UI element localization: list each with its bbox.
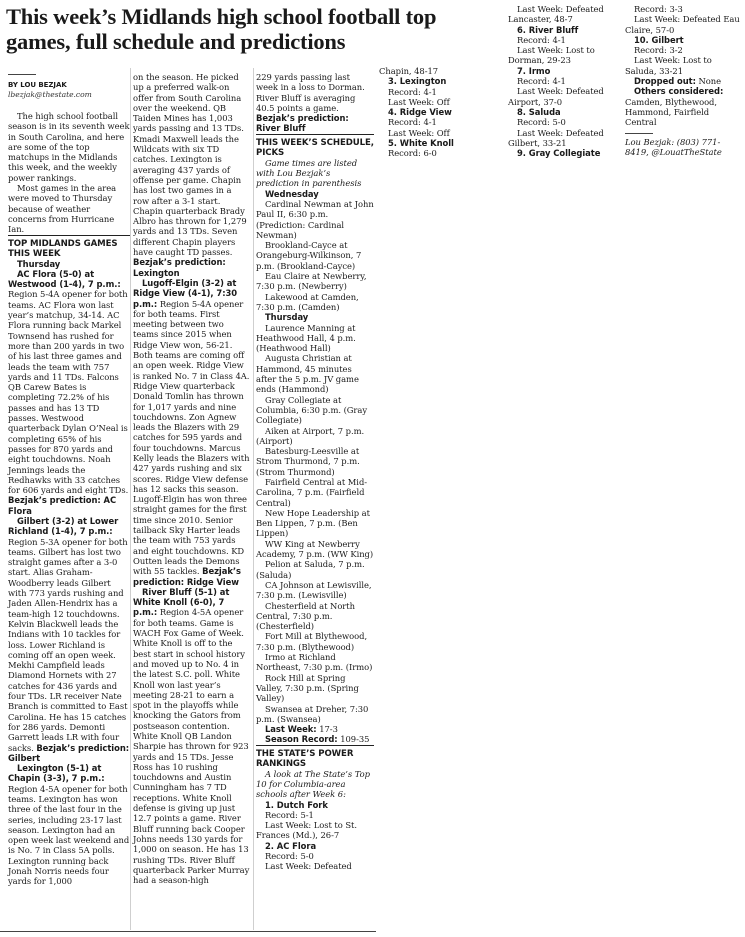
rank-team: 6. River Bluff	[517, 24, 579, 35]
game-body: Region 4-5A opener for both teams. Lexington has won three of the last four in the series, including 23-17 last season. Lexington had an open week last weekend and is No. 7 in Class 5A polls. Lexington running back Jonah Norris needs four yards for 1,000	[8, 783, 130, 887]
season-label: Season Record:	[265, 734, 338, 745]
power-rankings-heading: THE STATE’S POWER RANKINGS	[256, 745, 374, 769]
schedule-item: Fairfield Central at Mid-Carolina, 7 p.m. (Fairfield Central)	[256, 476, 368, 508]
game-prediction: Bezjak’s prediction: Ridge View	[133, 566, 241, 587]
game-heading: AC Flora (5-0) at Westwood (1-4), 7 p.m.:	[8, 268, 121, 290]
game-body: on the season. He picked up a preferred walk-on offer from South Carolina over the weekend. QB Taiden Mines has 1,003 yards passing and 13 TDs. Kmadi Maxwell leads the Wildcats with six TD catches. Lexington is averaging 437 yards of offense per game. Chapin has lost two games in a row after a 3-1 start. Chapin quarterback Brady Albro has thrown for 1,279 yards and 13 TDs. Seven different Chapin players have caught TD passes.	[133, 72, 247, 258]
schedule-item: Irmo at Richland Northeast, 7:30 p.m. (Irmo)	[256, 652, 373, 673]
game-prediction: Bezjak’s prediction: River Bluff	[256, 113, 349, 134]
bottom-rule	[0, 931, 376, 932]
byline-rule	[8, 74, 36, 75]
game-heading: River Bluff (5-1) at White Knoll (6-0), 7 p.m.:	[133, 586, 230, 618]
schedule-item: Lakewood at Camden, 7:30 p.m. (Camden)	[256, 291, 359, 312]
headline: This week’s Midlands high school football top games, full schedule and predictions	[6, 4, 437, 54]
schedule-note: Game times are listed with Lou Bezjak’s prediction in parenthesis	[256, 157, 362, 189]
column-rule	[130, 68, 131, 930]
rank-last-week: Last Week: Off	[388, 127, 450, 138]
season-value: 109-35	[340, 734, 370, 745]
power-rankings-note: A look at The State’s Top 10 for Columbia-area schools after Week 6:	[256, 768, 370, 800]
game-prediction: Bezjak’s prediction: Lexington	[133, 257, 226, 278]
schedule-item: Chesterfield at North Central, 7:30 p.m. (Chesterfield)	[256, 600, 355, 632]
column-2	[133, 72, 250, 885]
day-heading: Wednesday	[265, 188, 319, 199]
game-body: Region 5-3A opener for both teams. Gilbert has lost two straight games after a 3-0 start. Alias Graham-Woodberry leads Gilbert with 773 yards rushing and Jaden Allen-Hendrix has a team-high 12 touchdowns. Kelvin Blackwell leads the Indians with 10 tackles for loss. Lower Richland is coming off an open week. Mekhi Campfield leads Diamond Hornets with 27 catches for 436 yards and four TDs. LR receiver Nate Branch is committed to East Carolina. He has 15 catches for 286 yards. Demonti Garrett leads LR with four sacks.	[8, 536, 128, 753]
rank-last-week: Last Week: Lost to Dorman, 29-23	[508, 45, 595, 66]
rank-record: Record: 4-1	[517, 76, 566, 87]
rank-team: 9. Gray Collegiate	[517, 148, 601, 159]
game-item	[8, 763, 130, 887]
rank-last-week: Last Week: Lost to Saluda, 33-21	[625, 55, 712, 76]
rank-team: 1. Dutch Fork	[265, 799, 328, 810]
game-heading: Lexington (5-1) at Chapin (3-3), 7 p.m.:	[8, 763, 105, 784]
rank-last-week: Last Week: Defeated Airport, 37-0	[508, 86, 604, 107]
game-body: Region 5-4A opener for both teams. First meeting between two teams since 2015 when Ridge View won, 56-21. Both teams are coming off an open week. Ridge View is ranked No. 7 in Class 4A. Ridge View quarterback Donald Tomlin has thrown for 1,017 yards and nine touchdowns. Zon Agnew leads the Blazers with 29 catches for 595 yards and four touchdowns. Marcus Kelly leads the Blazers with 427 yards rushing and six scores. Ridge View defense has 12 sacks this season. Lugoff-Elgin has won three straight games for the first time since 2010. Senior tailback Sky Harter leads the team with 753 yards and eight touchdowns. KD Outten leads the Demons with 55 tackles.	[133, 298, 250, 577]
game-item	[133, 587, 250, 886]
considered-value: Camden, Blythewood, Hammond, Fairfield Central	[625, 96, 717, 128]
schedule-item: Aiken at Airport, 7 p.m. (Airport)	[256, 425, 365, 446]
game-prediction: Bezjak’s prediction: AC Flora	[8, 495, 117, 516]
last-week-record	[256, 724, 374, 734]
season-record	[256, 734, 374, 744]
rank-last-week: Last Week: Defeated Eau Claire, 57-0	[625, 14, 740, 35]
byline-author: BY LOU BEZJAK	[8, 81, 67, 89]
rank-record: Record: 4-1	[388, 86, 437, 97]
rank-record: Record: 4-1	[517, 34, 566, 45]
last-week-value: 17-3	[319, 724, 338, 735]
rank-record: Record: 3-2	[634, 45, 683, 56]
day-heading: Thursday	[17, 258, 61, 269]
rank-last-week: Last Week: Lost to St. Frances (Md.), 26-7	[256, 820, 357, 841]
rank-team: 4. Ridge View	[388, 107, 452, 118]
rank-team: 3. Lexington	[388, 76, 447, 87]
contact-info[interactable]: Lou Bezjak: (803) 771-8419, @LouatTheState	[625, 136, 722, 157]
schedule-item: Brookland-Cayce at Orangeburg-Wilkinson, 7 p.m. (Brookland-Cayce)	[256, 240, 362, 271]
schedule-item: Rock Hill at Spring Valley, 7:30 p.m. (Spring Valley)	[256, 672, 359, 704]
game-body: 229 yards passing last week in a loss to Dorman. River Bluff is averaging 40.5 points a game.	[256, 72, 365, 113]
considered-label: Others considered:	[634, 86, 724, 97]
schedule-item: Swansea at Dreher, 7:30 p.m. (Swansea)	[256, 703, 369, 724]
game-item	[8, 516, 130, 763]
schedule-item: Laurence Manning at Heathwood Hall, 4 p.m. (Heathwood Hall)	[256, 322, 356, 354]
schedule-item: New Hope Leadership at Ben Lippen, 7 p.m. (Ben Lippen)	[256, 507, 370, 539]
schedule-item: Cardinal Newman at John Paul II, 6:30 p.m. (Prediction: Cardinal Newman)	[256, 198, 374, 240]
schedule-item: Augusta Christian at Hammond, 45 minutes after the 5 p.m. JV game ends (Hammond)	[256, 353, 359, 395]
schedule-item: Gray Collegiate at Columbia, 6:30 p.m. (Gray Collegiate)	[256, 394, 368, 426]
rank-last-week: Last Week: Defeated Gilbert, 33-21	[508, 127, 604, 148]
intro-paragraph: The high school football season is in its seventh week in South Carolina, and here are some of the top matchups in the Midlands this week, and the weekly power rankings.	[8, 111, 130, 183]
game-heading: Gilbert (3-2) at Lower Richland (1-4), 7 p.m.:	[8, 515, 119, 537]
column-6	[625, 4, 741, 157]
game-item	[256, 72, 374, 134]
rank-last-week: Last Week: Defeated Lancaster, 48-7	[508, 4, 604, 25]
dropped-out	[625, 76, 741, 86]
rank-team: 8. Saluda	[517, 106, 561, 117]
column-3	[256, 72, 374, 872]
schedule-heading: THIS WEEK’S SCHEDULE, PICKS	[256, 134, 374, 158]
rank-record: Record: 5-0	[517, 117, 566, 128]
day-heading: Thursday	[265, 312, 309, 323]
others-considered	[625, 86, 741, 127]
game-body: Region 5-4A opener for both teams. AC Flora won last year’s matchup, 34-14. AC Flora running back Markel Townsend has rushed for more than 200 yards in two of his last three games and leads the team with 757 yards and 11 TDs. Falcons QB Carew Bates is completing 72.2% of his passes and has 13 TD passes. Westwood quarterback Dylan O’Neal is completing 65% of his passes for 870 yards and eight touchdowns. Noah Jennings leads the Redhawks with 33 catches for 606 yards and eight TDs.	[8, 289, 129, 496]
game-item	[8, 269, 130, 516]
game-prediction: Bezjak’s prediction: Gilbert	[8, 742, 130, 763]
rank-record: Record: 4-1	[388, 117, 437, 128]
dropped-value: None	[698, 76, 722, 87]
schedule-item: Batesburg-Leesville at Strom Thurmond, 7 p.m. (Strom Thurmond)	[256, 446, 360, 477]
rank-last-week: Chapin, 48-17	[379, 66, 439, 76]
rank-record: Record: 6-0	[388, 148, 437, 159]
rank-record: Record: 3-3	[634, 4, 683, 14]
top-games-heading: TOP MIDLANDS GAMES THIS WEEK	[8, 235, 130, 259]
schedule-item: Eau Claire at Newberry, 7:30 p.m. (Newberry)	[256, 271, 367, 292]
schedule-item: Pelion at Saluda, 7 p.m. (Saluda)	[256, 559, 365, 580]
contact-rule	[625, 133, 653, 134]
game-body: Region 4-5A opener for both teams. Game is WACH Fox Game of Week. White Knoll is off to the best start in school history and moved up to No. 4 in the latest S.C. poll. White Knoll won last year’s meeting 28-21 to earn a spot in the playoffs while knocking the Gators from postseason contention. White Knoll QB Landon Sharpie has thrown for 923 yards and 15 TDs. Jesse Ross has 10 rushing touchdowns and Austin Cunningham has 7 TD receptions. White Knoll defense is giving up just 12.7 points a game. River Bluff running back Cooper Johns needs 130 yards for 1,000 on season. He has 13 rushing TDs. River Bluff quarterback Parker Murray had a season-high	[133, 607, 250, 886]
column-4	[379, 4, 488, 159]
rank-team: 10. Gilbert	[634, 34, 684, 45]
schedule-item: CA Johnson at Lewisville, 7:30 p.m. (Lewisville)	[256, 579, 372, 601]
game-heading: Lugoff-Elgin (3-2) at Ridge View (4-1), 7:30 p.m.:	[133, 277, 238, 309]
byline-email[interactable]: lbezjak@thestate.com	[8, 90, 92, 99]
column-rule	[253, 68, 254, 930]
rank-record: Record: 5-1	[265, 809, 314, 820]
game-item	[133, 278, 250, 587]
rank-team: 7. Irmo	[517, 65, 551, 76]
rank-team: 2. AC Flora	[265, 840, 317, 851]
schedule-item: WW King at Newberry Academy, 7 p.m. (WW King)	[256, 538, 374, 560]
rank-team: 5. White Knoll	[388, 138, 454, 149]
dropped-label: Dropped out:	[634, 76, 696, 87]
rank-last-week: Last Week: Defeated	[265, 861, 352, 872]
column-1	[8, 72, 130, 887]
rank-last-week: Last Week: Off	[388, 96, 450, 107]
last-week-label: Last Week:	[265, 724, 317, 735]
column-5	[508, 4, 616, 158]
intro-paragraph: Most games in the area were moved to Thursday because of weather concerns from Hurricane Ian.	[8, 183, 117, 235]
schedule-item: Fort Mill at Blythewood, 7:30 p.m. (Blythewood)	[256, 631, 368, 652]
rank-record: Record: 5-0	[265, 851, 314, 862]
game-item	[133, 72, 250, 278]
